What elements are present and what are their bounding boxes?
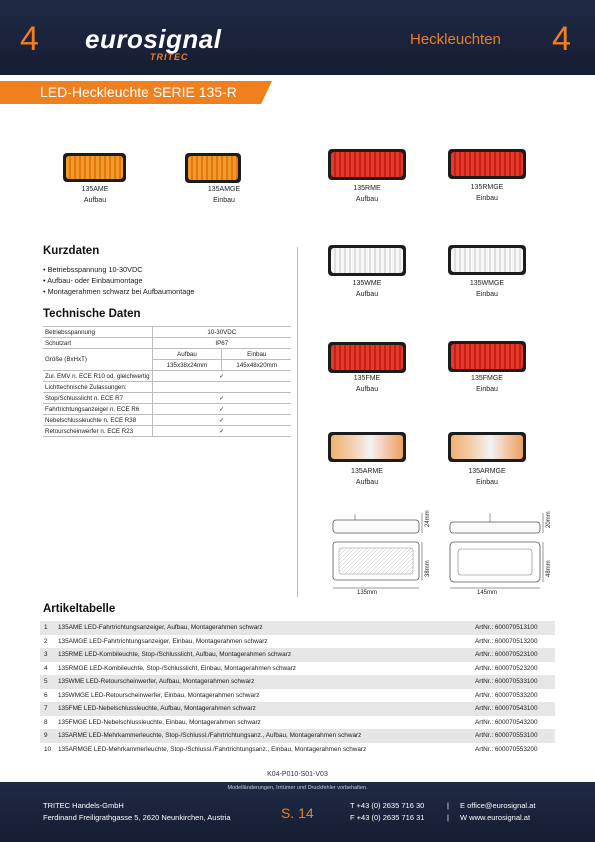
brand-logo: eurosignal [85, 24, 222, 54]
check-icon: ✓ [152, 371, 291, 382]
page-number-left: 4 [20, 20, 39, 58]
table-row: 1 135AME LED-Fahrtrichtungsanzeiger, Aufbau, Montagerahmen schwarz ArtNr.: 600070513100 [40, 621, 555, 635]
list-item: • Betriebsspannung 10-30VDC [43, 264, 194, 275]
list-item: • Aufbau- oder Einbaumontage [43, 275, 194, 286]
lamp-caption: 135FMGE Einbau [471, 375, 503, 393]
lamp-image-135ame [63, 153, 126, 182]
table-row: 10 135ARMGE LED-Mehrkammerleuchte, Stop-/Schlussl./Fahrtrichtungsanz., Einbau, Montagerahmen schwarz ArtNr.: 600070553200 [44, 745, 538, 753]
vertical-divider [297, 247, 298, 597]
table-row: 8 135FMGE LED-Nebelschlussleuchte, Einbau, Montagerahmen schwarz ArtNr.: 600070543200 [44, 718, 538, 726]
table-row: Fahrtrichtungsanzeiger n. ECE R6 ✓ [43, 404, 291, 415]
footer-page-number: S. 14 [281, 805, 314, 821]
lamp-image-135amge [185, 153, 241, 183]
dim-right-depth: 48mm [546, 560, 552, 577]
table-row: 2 135AMGE LED-Fahrtrichtungsanzeiger, Einbau, Montagerahmen schwarz ArtNr.: 600070513200 [44, 637, 538, 645]
lamp-image-135wme [328, 245, 406, 276]
lamp-image-135arme [328, 432, 406, 462]
footer-address: Ferdinand Freiligrathgasse 5, 2620 Neunkirchen, Austria [43, 813, 231, 822]
dim-left-width: 135mm [357, 590, 378, 596]
check-icon: ✓ [152, 393, 291, 404]
side-profile-left [333, 520, 419, 533]
lamp-image-135rme [328, 149, 406, 180]
table-row: 3 135RME LED-Kombileuchte, Stop-/Schlusslicht, Aufbau, Montagerahmen schwarz ArtNr.: 600070523100 [40, 648, 555, 662]
lamp-caption: 135ARME Aufbau [351, 468, 383, 486]
category-title: Heckleuchten [410, 31, 501, 48]
table-row: 5 135WME LED-Retourscheinwerfer, Aufbau, Montagerahmen schwarz ArtNr.: 600070533100 [40, 675, 555, 689]
check-icon: ✓ [152, 415, 291, 426]
table-row: 135x38x24mm 145x48x20mm [43, 360, 291, 371]
lamp-image-135fmge [448, 341, 526, 372]
lamp-caption: 135ARMGE Einbau [468, 468, 506, 486]
lamp-caption: 135AMGE Einbau [207, 186, 241, 204]
lamp-caption: 135FME Aufbau [353, 375, 381, 393]
footer-separator: | [447, 813, 449, 822]
table-row: 4 135RMGE LED-Kombileuchte, Stop-/Schlusslicht, Einbau, Montagerahmen schwarz ArtNr.: 600070523200 [44, 664, 538, 672]
dim-right-width: 145mm [477, 590, 498, 596]
technische-daten-heading: Technische Daten [43, 308, 141, 320]
lamp-caption: 135WME Aufbau [352, 280, 382, 298]
technische-daten-table [43, 326, 291, 437]
lamp-image-135fme [328, 342, 406, 373]
table-row: Größe (BxHxT) Aufbau Einbau [43, 349, 291, 360]
page-title: LED-Heckleuchte SERIE 135-R [40, 84, 237, 100]
table-row: Nebelschlussleuchte n. ECE R38 ✓ [43, 415, 291, 426]
footer-fax: F +43 (0) 2635 716 31 [350, 813, 425, 822]
brand-logo-sub: TRITEC [150, 52, 189, 62]
dim-right-height: 20mm [546, 511, 552, 528]
page-number-right: 4 [552, 20, 571, 58]
lamp-caption: 135AME Aufbau [81, 186, 109, 204]
document-code: K04-P010-S01-V03 [267, 771, 328, 778]
lamp-image-135rmge [448, 149, 526, 179]
dimension-drawing [325, 510, 560, 602]
list-item: • Montagerahmen schwarz bei Aufbaumontage [43, 286, 194, 297]
footer-phone: T +43 (0) 2635 716 30 [350, 801, 425, 810]
table-row: Betriebsspannung 10-30VDC [43, 327, 291, 338]
footer-web-link[interactable]: W www.eurosignal.at [460, 813, 531, 822]
lamp-image-135wmge [448, 245, 526, 275]
table-row: 9 135ARME LED-Mehrkammerleuchte, Stop-/Schlussl./Fahrtrichtungsanz., Aufbau, Montagerahmen schwarz ArtNr.: 600070553100 [40, 729, 555, 743]
check-icon: ✓ [152, 404, 291, 415]
lamp-caption: 135RMGE Einbau [470, 184, 504, 202]
artikeltabelle-heading: Artikeltabelle [43, 603, 116, 615]
dim-left-depth: 38mm [425, 560, 431, 577]
table-row: 7 135FME LED-Nebelschlussleuchte, Aufbau, Montagerahmen schwarz ArtNr.: 600070543100 [40, 702, 555, 716]
table-row: Schutzart IP67 [43, 338, 291, 349]
footer-email-link[interactable]: E office@eurosignal.at [460, 801, 536, 810]
table-row: Stop/Schlusslicht n. ECE R7 ✓ [43, 393, 291, 404]
lamp-image-135armge [448, 432, 526, 462]
lamp-caption: 135WMGE Einbau [469, 280, 505, 298]
disclaimer: Modelländerungen, Irrtümer und Druckfehler vorbehalten. [227, 785, 368, 791]
table-row: Zul. EMV n. ECE R10 od. gleichwertig ✓ [43, 371, 291, 382]
table-row: 6 135WMGE LED-Retourscheinwerfer, Einbau, Montagerahmen schwarz ArtNr.: 600070533200 [44, 691, 538, 699]
kurzdaten-heading: Kurzdaten [43, 245, 100, 257]
lamp-caption: 135RME Aufbau [353, 185, 381, 203]
footer-separator: | [447, 801, 449, 810]
dim-left-height: 24mm [425, 510, 431, 527]
table-row: Lichttechnische Zulassungen: [43, 382, 291, 393]
kurzdaten-list [43, 264, 194, 297]
table-row: Retourscheinwerfer n. ECE R23 ✓ [43, 426, 291, 437]
footer-company: TRITEC Handels-GmbH [43, 801, 124, 810]
side-profile-right [450, 522, 540, 533]
check-icon: ✓ [152, 426, 291, 437]
